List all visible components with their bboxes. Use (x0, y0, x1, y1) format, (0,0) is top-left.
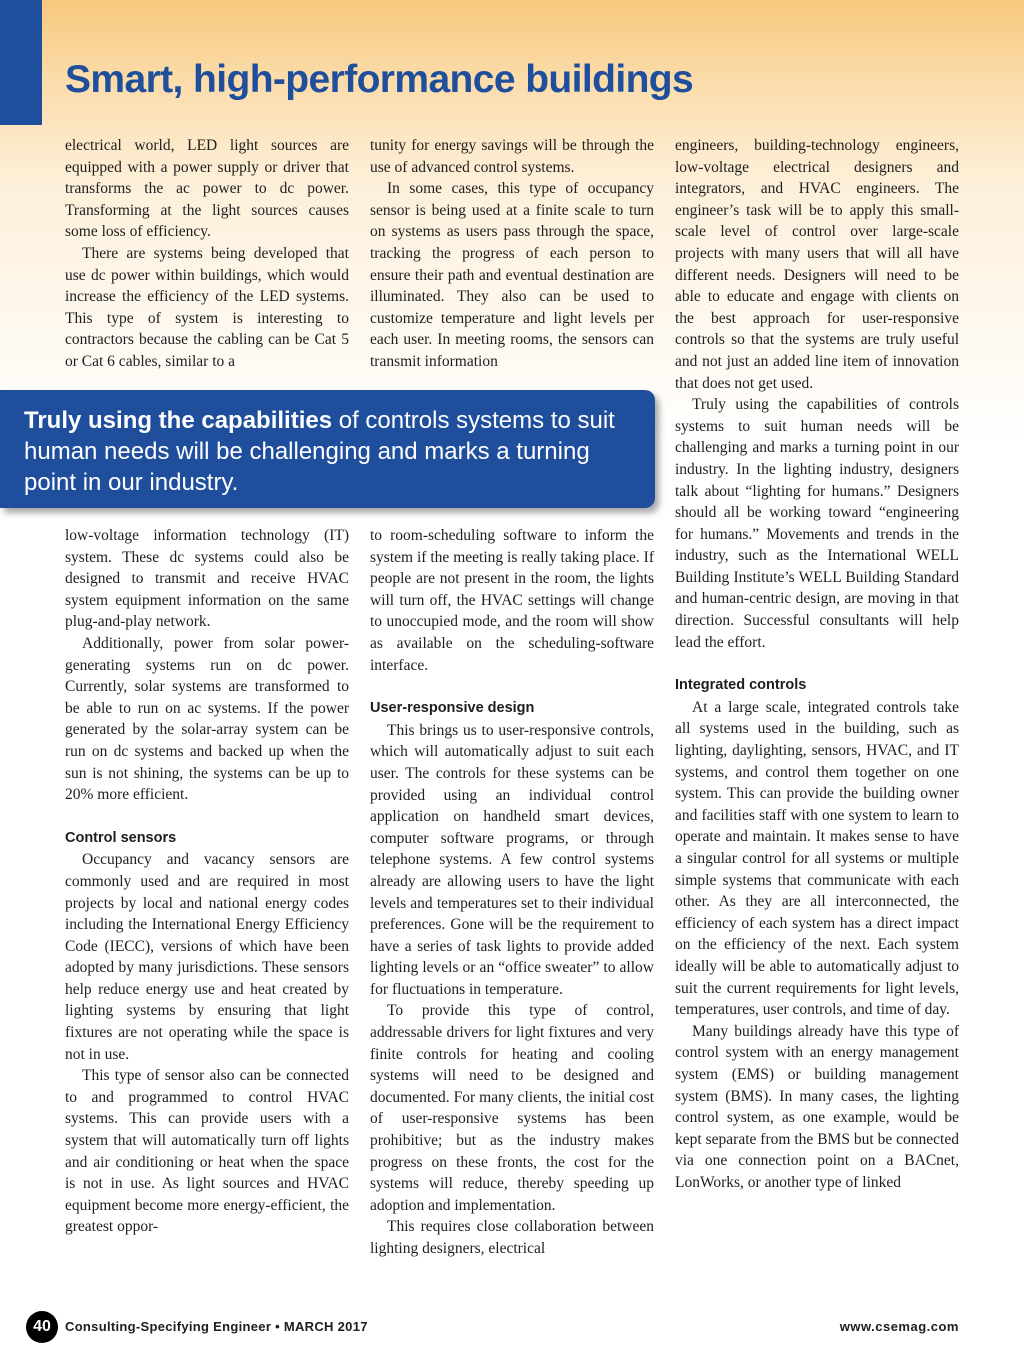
column-2-top (370, 135, 654, 373)
paragraph: In some cases, this type of occupancy sensor is being used at a finite scale to turn on systems as users pass through the space, tracking the progress of each person to ensure their path and eventual destination are illuminated. They also can be used to customize temperature and light levels per each user. In meeting rooms, the sensors can transmit information (370, 180, 654, 370)
paragraph: Additionally, power from solar power-generating systems run on dc power. Currently, solar systems are transformed to be able to run on ac systems. If the power generated by the solar-array system can be run on dc systems and backed up when the sun is not shining, the systems can be up to 20% more efficient. (65, 634, 349, 804)
page-number-badge: 40 (26, 1311, 58, 1343)
column-1-bottom (65, 525, 349, 1238)
paragraph: Truly using the capabilities of controls systems to suit human needs will be challenging and marks a turning point in our industry. In the lighting industry, designers talk about “lighting for humans.” Designers should all be working toward “engineering for humans.” Movements and trends in the industry, such as the International WELL Building Institute’s WELL Building Standard and human-centric design, are moving in that direction. Successful consultants will help lead the effort. (675, 396, 959, 651)
paragraph: Many buildings already have this type of control system with an energy management system (EMS) or building management system (BMS). In many cases, the lighting control system, as one example, would be kept separate from the BMS but be connected via one connection point on a BACnet, LonWorks, or another type of linked (675, 1022, 959, 1191)
section-heading-integrated-controls: Integrated controls (675, 677, 807, 694)
pull-quote-bold: Truly using the capabilities (24, 407, 333, 434)
paragraph: Occupancy and vacancy sensors are commonly used and are required in most projects by local and national energy codes including the International Energy Efficiency Code (IECC), versions of which have been adopted by many jurisdictions. These sensors help reduce energy use and heat created by lighting systems by ensuring that light fixtures are not operating while the space is not in use. (65, 851, 349, 1063)
section-heading-control-sensors: Control sensors (65, 829, 177, 846)
pull-quote-text: of controls systems to suit human needs will be challenging and marks a turning point in our industry. (24, 407, 615, 496)
column-1-top (65, 135, 349, 373)
section-tab-marker (0, 0, 42, 125)
footer-publication: Consulting-Specifying Engineer • MARCH 2017 (65, 1319, 368, 1334)
title-rest: high-performance buildings (182, 58, 694, 101)
paragraph: This brings us to user-responsive controls, which will automatically adjust to suit each user. The controls for these systems can be provided using an individual control application on handheld smart devices, computer software programs, or through telephone systems. A few control systems already are allowing users to have the light levels and temperatures set to their individual preferences. Gone will be the requirement to have a series of task lights to provide added lighting levels or an “office sweater” to allow for fluctuations in temperature. (370, 721, 654, 998)
paragraph: To provide this type of control, addressable drivers for light fixtures and very finite controls for heating and cooling systems will need to be designed and documented. For many clients, the initial cost of user-responsive systems has been prohibitive; but as the industry makes progress on these fronts, the cost for the systems will reduce, thereby speeding up adoption and implementation. (370, 1002, 654, 1214)
paragraph: There are systems being developed that use dc power within buildings, which would increase the efficiency of the LED systems. This type of system is interesting to contractors because the cabling can be Cat 5 or Cat 6 cables, similar to a (65, 244, 349, 370)
title-bold: Smart, (65, 58, 183, 101)
column-3 (675, 135, 959, 1194)
footer-website[interactable]: www.csemag.com (839, 1319, 959, 1334)
paragraph: engineers, building-technology engineers, low-voltage electrical designers and integrators, and HVAC engineers. The engineer’s task will be to apply this small-scale level of control over large-scale projects with many users that will all have different needs. Designers will need to be able to educate and engage with clients on the best approach for user-responsive controls so that the systems are truly useful and not just an added line item of innovation that does not get used. (675, 137, 959, 392)
paragraph: This requires close collaboration between lighting designers, electrical (370, 1218, 654, 1257)
section-heading-user-responsive-design: User-responsive design (370, 700, 535, 717)
paragraph: electrical world, LED light sources are equipped with a power supply or driver that transforms the ac power to dc power. Transforming at the light sources causes some loss of efficiency. (65, 137, 349, 241)
column-2-bottom (370, 525, 654, 1260)
paragraph: tunity for energy savings will be through the use of advanced control systems. (370, 137, 654, 176)
paragraph: At a large scale, integrated controls take all systems used in the building, such as lighting, daylighting, sensors, HVAC, and IT systems, and control them together on one system. This can provide the building owner and facilities staff with one system to learn to operate and maintain. It makes sense to have a singular control for all systems or multiple simple systems that communicate with each other. As they are all interconnected, the efficiency of each system has a direct impact on the efficiency of the next. Each system ideally will be able to automatically adjust to suit the current requirements for light levels, temperatures, user controls, and time of day. (675, 698, 959, 1019)
paragraph: This type of sensor also can be connected to and programmed to control HVAC systems. This can provide users with a system that will automatically turn off lights and air conditioning or heat when the space is not in use. As light sources and HVAC equipment become more energy-efficient, the greatest oppor- (65, 1067, 349, 1236)
paragraph: low-voltage information technology (IT) system. These dc systems could also be designed to transmit and receive HVAC system equipment information on the same plug-and-play network. (65, 527, 349, 631)
pull-quote (0, 390, 655, 508)
page-title (65, 58, 693, 102)
paragraph: to room-scheduling software to inform the system if the meeting is really taking place. If people are not present in the room, the lights will turn off, the HVAC settings will change to unoccupied mode, and the room will show as available on the scheduling-software interface. (370, 527, 654, 674)
